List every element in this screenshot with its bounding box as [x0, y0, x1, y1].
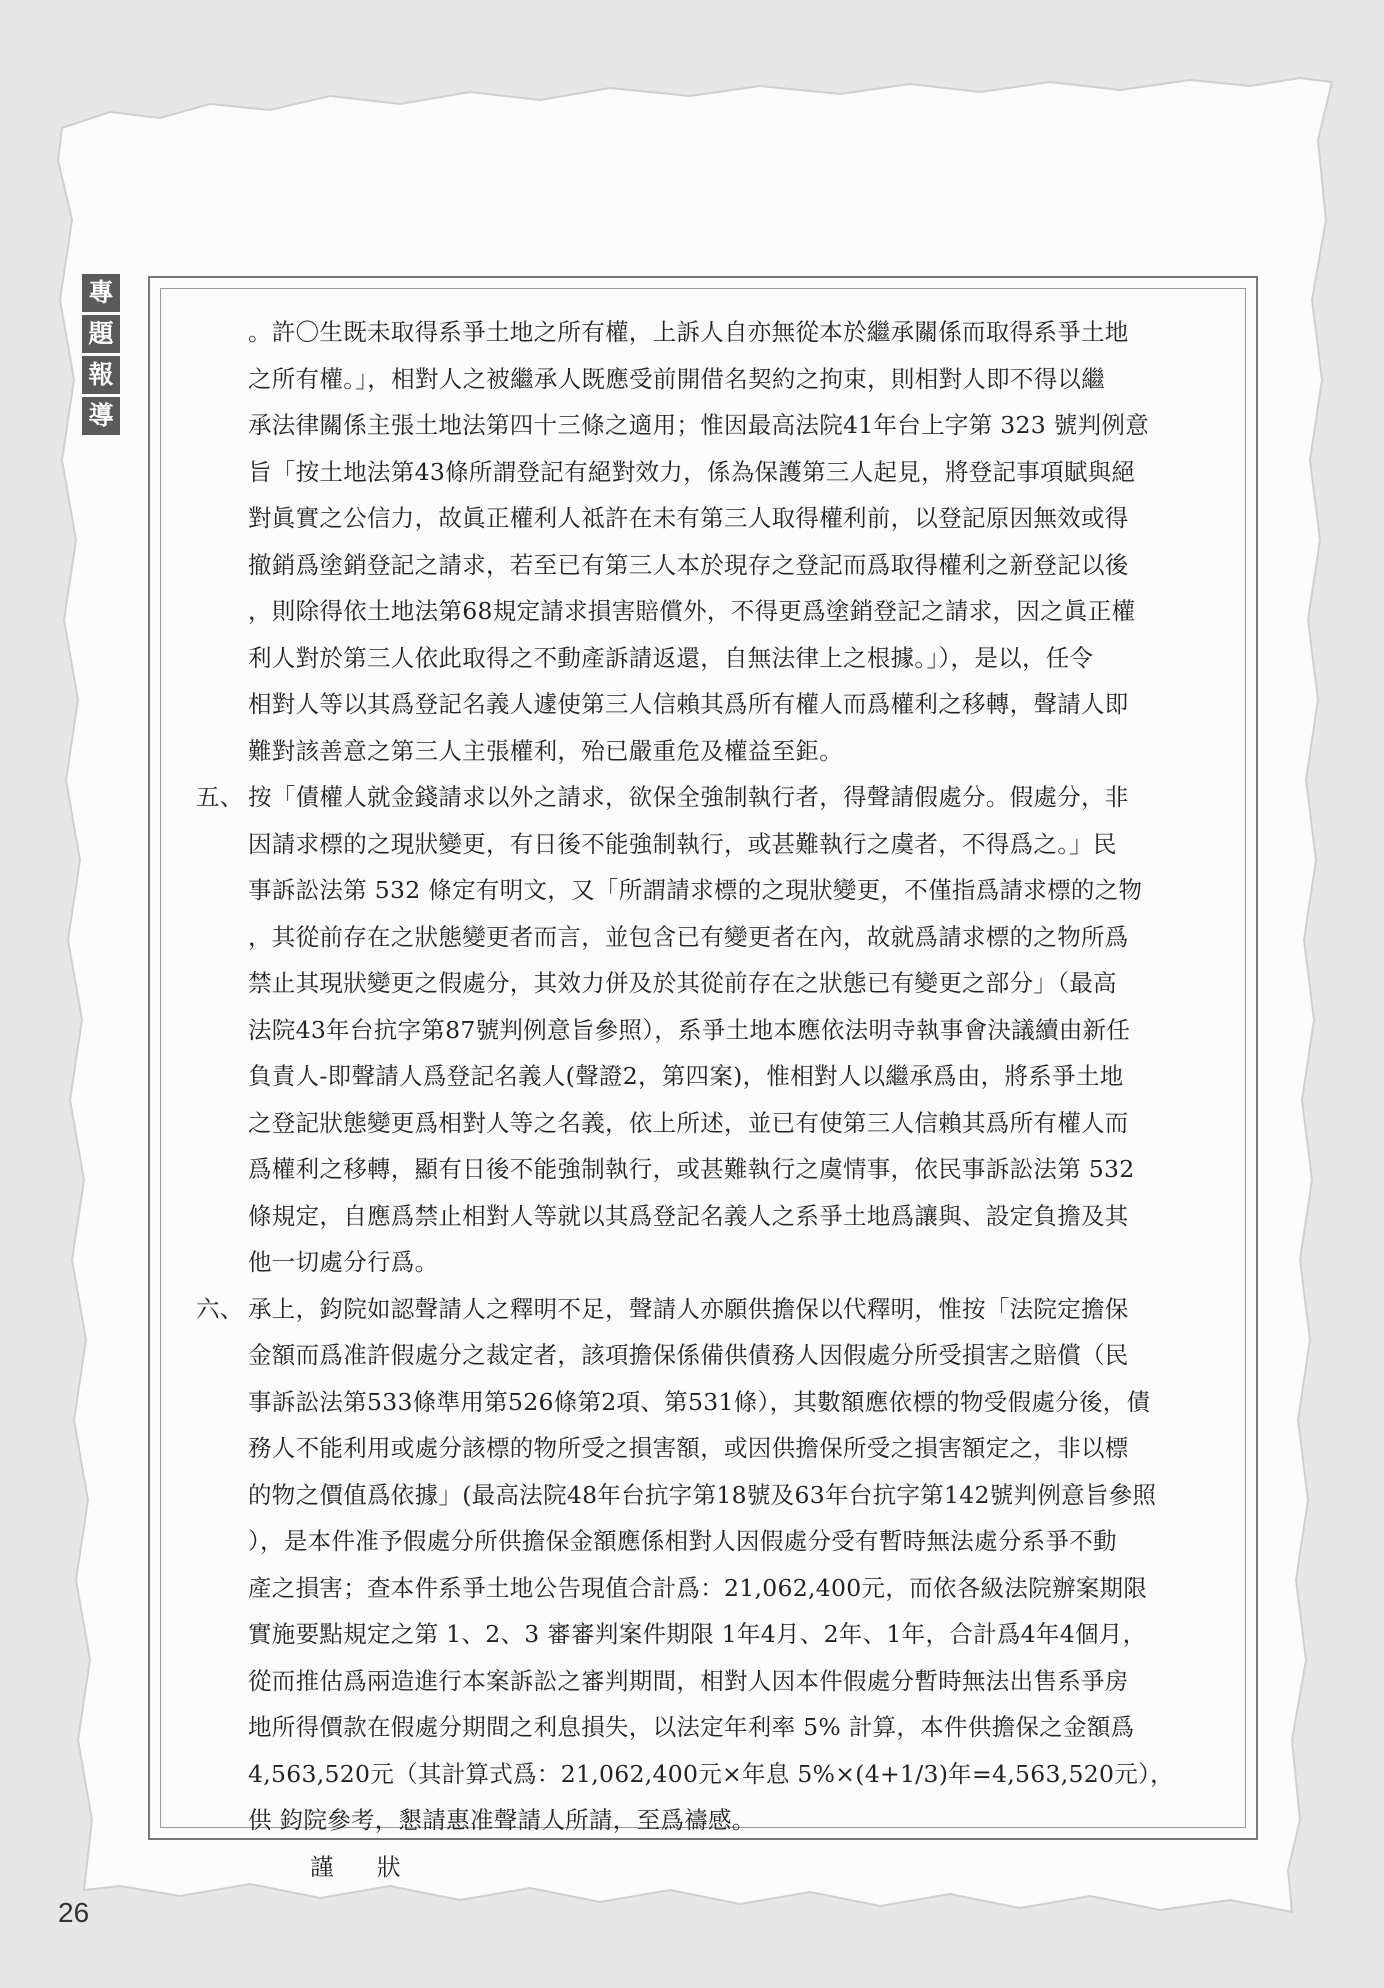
text-line: 之登記狀態變更爲相對人等之名義，依上所述，並已有使第三人信賴其爲所有權人而: [248, 1108, 1129, 1137]
closing-text: 謹 狀: [310, 1852, 419, 1881]
text-line: 相對人等以其爲登記名義人遽使第三人信賴其爲所有權人而爲權利之移轉，聲請人即: [248, 690, 1129, 718]
page-number: 26: [58, 1897, 90, 1928]
text-line: 產之損害；查本件系爭土地公告現值合計爲：21,062,400元，而依各級法院辦案期限: [248, 1573, 1148, 1602]
text-line: 。許〇生既未取得系爭土地之所有權，上訴人自亦無從本於繼承關係而取得系爭土地: [248, 318, 1129, 346]
paragraph-number: 六、: [196, 1294, 244, 1323]
paragraph: [196, 1286, 1202, 1844]
text-line: 從而推估爲兩造進行本案訴訟之審判期間，相對人因本件假處分暫時無法出售系爭房: [248, 1666, 1129, 1695]
text-line: 利人對於第三人依此取得之不動產訴請返還，自無法律上之根據。」），是以，任令: [248, 643, 1094, 672]
text-line: 4,563,520元（其計算式爲：21,062,400元×年息 5%×(4+1/3)年=4,563,520元），: [248, 1759, 1174, 1788]
section-tab-char: 題: [82, 315, 120, 353]
paragraph-number: 五、: [196, 783, 244, 811]
text-line: 法院43年台抗字第87號判例意旨參照），系爭土地本應依法明寺執事會決議續由新任: [248, 1015, 1131, 1044]
text-line: 之所有權。」，相對人之被繼承人既應受前開借名契約之拘束，則相對人即不得以繼: [248, 364, 1106, 393]
text-line: 禁止其現狀變更之假處分，其效力併及於其從前存在之狀態已有變更之部分」（最高: [248, 969, 1117, 997]
text-line: 他一切處分行爲。: [248, 1248, 439, 1276]
text-line: 對眞實之公信力，故眞正權利人祗許在未有第三人取得權利前，以登記原因無效或得: [248, 504, 1129, 532]
text-line: 爲權利之移轉，顯有日後不能強制執行，或甚難執行之虞情事，依民事訴訟法第 532: [248, 1155, 1135, 1183]
text-line: 承法律關係主張土地法第四十三條之適用；惟因最高法院41年台上字第 323 號判例意: [248, 411, 1149, 439]
text-line: 供 鈞院參考，懇請惠准聲請人所請，至爲禱感。: [248, 1806, 756, 1834]
text-line: 撤銷爲塗銷登記之請求，若至已有第三人本於現存之登記而爲取得權利之新登記以後: [248, 550, 1129, 579]
text-line: ，則除得依土地法第68規定請求損害賠償外，不得更爲塗銷登記之請求，因之眞正權: [248, 597, 1136, 625]
text-line: ），是本件准予假處分所供擔保金額應係相對人因假處分受有暫時無法處分系爭不動: [248, 1527, 1117, 1555]
text-line: 難對該善意之第三人主張權利，殆已嚴重危及權益至鉅。: [248, 736, 843, 765]
text-line: 旨「按土地法第43條所謂登記有絕對效力，係為保護第三人起見，將登記事項賦與絕: [248, 457, 1136, 486]
paragraph: [196, 774, 1202, 1286]
text-line: ，其從前存在之狀態變更者而言，並包含已有變更者在內，故就爲請求標的之物所爲: [248, 922, 1129, 951]
text-line: 因請求標的之現狀變更，有日後不能強制執行，或甚難執行之虞者，不得爲之。」民: [248, 829, 1117, 858]
text-line: 負責人-即聲請人爲登記名義人(聲證2，第四案)，惟相對人以繼承爲由，將系爭土地: [248, 1062, 1124, 1090]
text-line: 實施要點規定之第 1、2、3 審審判案件期限 1年4月、2年、1年，合計爲4年4個月，: [248, 1620, 1147, 1648]
text-line: 按「債權人就金錢請求以外之請求，欲保全強制執行者，得聲請假處分。假處分，非: [248, 783, 1129, 811]
text-line: 務人不能利用或處分該標的物所受之損害額，或因供擔保所受之損害額定之，非以標: [248, 1434, 1129, 1462]
text-line: 事訴訟法第 532 條定有明文，又「所謂請求標的之現狀變更，不僅指爲請求標的之物: [248, 876, 1143, 904]
text-line: 的物之價值爲依據」(最高法院48年台抗字第18號及63年台抗字第142號判例意旨參照: [248, 1480, 1157, 1509]
document-body: [196, 309, 1202, 1890]
section-tab-char: 專: [82, 274, 120, 312]
section-tab: [82, 274, 122, 438]
text-line: 條規定，自應爲禁止相對人等就以其爲登記名義人之系爭土地爲讓與、設定負擔及其: [248, 1201, 1129, 1230]
paragraph: [196, 309, 1202, 774]
text-line: 地所得價款在假處分期間之利息損失，以法定年利率 5% 計算，本件供擔保之金額爲: [248, 1713, 1135, 1741]
text-line: 事訴訟法第533條準用第526條第2項、第531條），其數額應依標的物受假處分後，債: [248, 1387, 1151, 1416]
text-line: 金額而爲准許假處分之裁定者，該項擔保係備供債務人因假處分所受損害之賠償（民: [248, 1341, 1129, 1369]
text-line: 承上，鈞院如認聲請人之釋明不足，聲請人亦願供擔保以代釋明，惟按「法院定擔保: [248, 1294, 1129, 1323]
section-tab-char: 報: [82, 356, 120, 394]
section-tab-char: 導: [82, 397, 120, 435]
